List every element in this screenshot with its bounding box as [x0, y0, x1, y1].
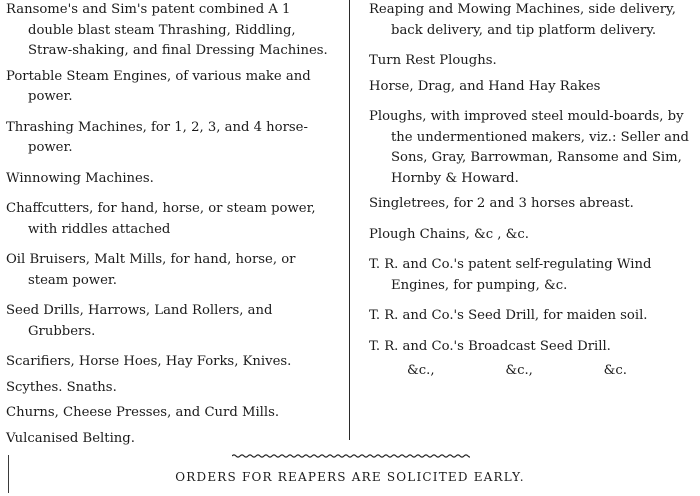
right-column — [369, 0, 697, 382]
list-item: Winnowing Machines. — [6, 170, 154, 186]
list-item: Plough Chains, &c , &c. — [369, 226, 529, 242]
list-item: Churns, Cheese Presses, and Curd Mills. — [6, 405, 280, 420]
etc-mark: &c., — [505, 363, 533, 378]
etc-row — [407, 361, 627, 382]
list-item: T. R. and Co.'s Broadcast Seed Drill. — [369, 338, 611, 354]
list-item: T. R. and Co.'s Seed Drill, for maiden soil. — [369, 308, 648, 323]
list-item: Scarifiers, Horse Hoes, Hay Forks, Knives. — [6, 354, 292, 369]
list-item: Singletrees, for 2 and 3 horses abreast. — [369, 196, 634, 211]
list-item: Ploughs, with improved steel mould-boards, by the undermentioned makers, viz.: Seller and Sons, Gray, Barrowman, Ransome and Sim, Hornby & Howard. — [369, 109, 689, 186]
list-item: Reaping and Mowing Machines, side delivery, back delivery, and tip platform delivery. — [369, 2, 676, 38]
list-item: Thrashing Machines, for 1, 2, 3, and 4 horse-power. — [6, 119, 308, 155]
list-item: Chaffcutters, for hand, horse, or steam power, with riddles attached — [6, 201, 316, 237]
footer-notice: ORDERS FOR REAPERS ARE SOLICITED EARLY. — [175, 470, 525, 484]
etc-mark: &c., — [407, 363, 435, 378]
list-item: Horse, Drag, and Hand Hay Rakes — [369, 78, 601, 94]
list-item: Portable Steam Engines, of various make and power. — [6, 68, 311, 104]
left-column — [6, 0, 336, 449]
list-item: Scythes. Snaths. — [6, 379, 117, 395]
wavy-rule-ornament — [232, 452, 470, 460]
etc-mark: &c. — [603, 363, 627, 378]
column-divider — [349, 0, 350, 440]
list-item: Turn Rest Ploughs. — [369, 53, 497, 68]
list-item: Ransome's and Sim's patent combined A 1 double blast steam Thrashing, Riddling, Straw-shaking, and final Dressing Machines. — [6, 2, 328, 58]
list-item: Seed Drills, Harrows, Land Rollers, and Grubbers. — [6, 303, 273, 339]
list-item: T. R. and Co.'s patent self-regulating Wind Engines, for pumping, &c. — [369, 257, 652, 293]
list-item: Vulcanised Belting. — [6, 430, 135, 446]
list-item: Oil Bruisers, Malt Mills, for hand, horse, or steam power. — [6, 252, 296, 288]
